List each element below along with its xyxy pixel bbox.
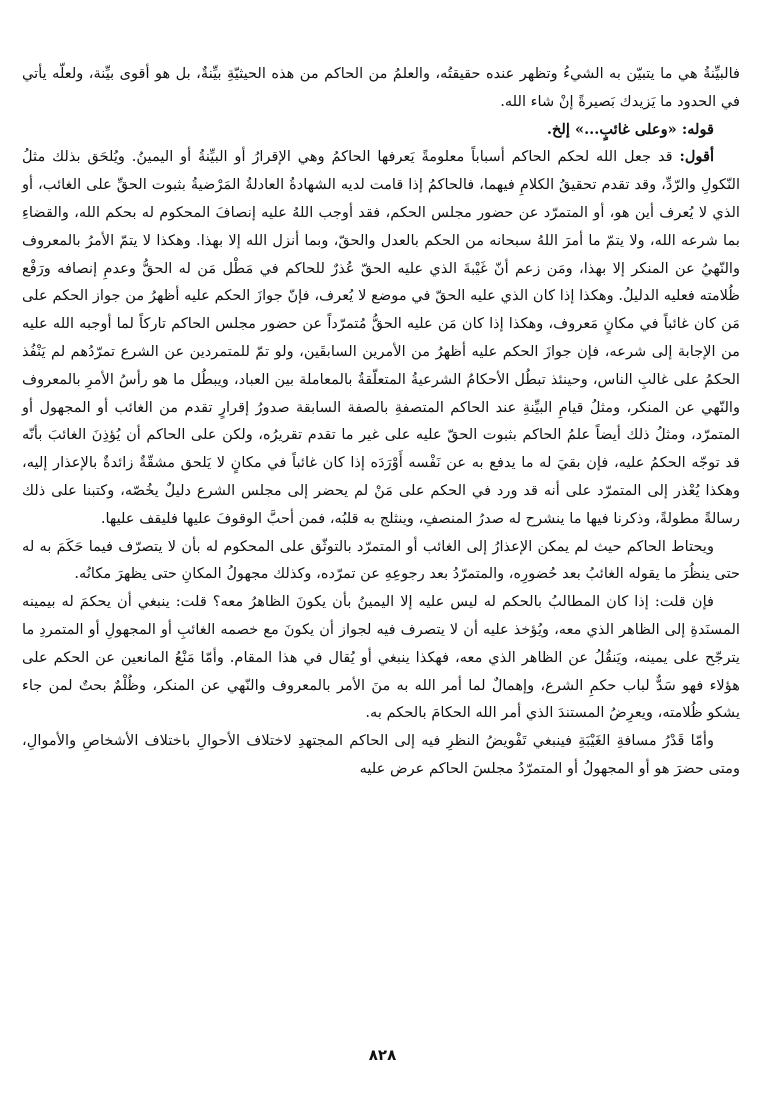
paragraph-4: [22, 588, 740, 727]
quote-heading: [22, 116, 740, 144]
paragraph-5: [22, 727, 740, 783]
paragraph-3: [22, 533, 740, 589]
paragraph-2: [22, 143, 740, 532]
page-number: ٨٢٨: [368, 1046, 397, 1064]
paragraph-4-text: فإن قلت: إذا كان المطالبُ بالحكم له ليس عليه إلا اليمينُ بأن يكونَ الظاهرُ معه؟ قلت: ينبغي أن يحكمَ له بيمينه المسنَدةِ إلى الظاهر الذي معه، ويُؤخذ عليه أن لا يتصرف فيه لجواز أن يكونَ مع خصمه الغائبِ أو المجهولِ أو المتمردِ ما يترجّح على يمينه، ويَنقُلُ عن الظاهر الذي معه، فهكذا ينبغي أو يُقال في هذا المقام. وأمّا مَنْعُ المانعين عن الحكم على هؤلاء فهو سَدٌّ لباب حكمِ الشرع، وإهمالٌ لما أمر الله به منَ الأمر بالمعروف والنّهي عن المنكر، وظُلْمٌ بحتٌ لمن جاء يشكو ظُلامته، ويعرِضُ المستندَ الذي أمر الله الحكامَ بالحكم به.: [22, 593, 740, 722]
paragraph-3-text: ويحتاط الحاكم حيث لم يمكن الإعذارُ إلى الغائب أو المتمرّد بالتوثّق على المحكوم له بأن لا يتصرّف فيما حَكَمَ به له حتى ينظُرَ ما يقوله الغائبُ بعد حُضورِه، والمتمرّدُ بعد رجوعِهِ عن تمرّده، وكذلك مجهولُ المكانِ حتى يظهرَ مكانُه.: [22, 537, 740, 583]
document-page: [22, 60, 740, 783]
quote-heading-text: قوله: «وعلى غائبٍ...» إلخ.: [546, 120, 714, 138]
paragraph-1: [22, 60, 740, 116]
paragraph-2-lead: أقول:: [679, 148, 714, 166]
paragraph-1-text: فالبيِّنةُ هي ما يتبيّن به الشيءُ وتظهر عنده حقيقتُه، والعلمُ من الحاكم من هذه الحيثيّةِ بيِّنةٌ، بل هو أقوى بيِّنة، ولعلّه يأتي في الحدود ما يَزيدك بَصيرةً إنْ شاء الله.: [22, 65, 740, 110]
paragraph-5-text: وأمّا قَدْرُ مسافةِ الغَيْبَةِ فينبغي تَفْويضُ النظرِ فيه إلى الحاكم المجتهدِ لاختلاف الأحوالِ باختلاف الأشخاصِ والأموالِ، ومتى حضرَ هو أو المجهولُ أو المتمرّدُ مجلسَ الحاكم عرض عليه: [22, 732, 740, 777]
paragraph-2-text: قد جعل الله لحكم الحاكم أسباباً معلومةً يَعرفها الحاكمُ وهي الإقرارُ أو البيِّنةُ أو اليمينُ. ويُلحَق بذلك مثلُ النّكولِ والرّدِّ، وقد تقدم تحقيقُ الكلامِ فيهما، فالحاكمُ إذا قامت لديه الشهادةُ العادلةُ المَرْضيةُ بثبوت الحقِّ على الغائب، أو الذي لا يُعرف أين هو، أو المتمرّد عن حضور مجلس الحكم، فقد أوجب اللهُ عليه إنصافَ المحكوم له بحكم الله، والقضاءِ بما شرعه الله، ولا يتمّ ما أمرَ اللهُ سبحانه من الحكم بالعدل والحقّ، وبما أنزل الله إلا بهذا. وهكذا لا يتمّ الأمرُ بالمعروف والنّهيُ عن المنكر إلا بهذا، ومَن زعم أنّ غَيْبةَ الذي عليه الحقّ عُذرٌ للحاكم في مَطْل مَن له الحقُّ وعدمِ إنصافه ورَفْع ظُلامته فعليه الدليلُ. وهكذا إذا كان الذي عليه الحقّ في موضع لا يُعرف، فإنّ جوازَ الحكم عليه أظهرُ من جواز الحكم على مَن كان غائباً في مكانٍ مَعروف، وهكذا إذا كان مَن عليه الحقُّ مُتمرّداً عن حضور مجلس الحاكم تاركاً لما أوجبه الله عليه من الإجابة إلى شرعه، فإن جوازَ الحكم عليه أظهرُ من الأمرين السابقَين، ولو تمّ للمتمردين عن الشرع تمرّدُهم لم يَنْفُذ الحكمُ على غالبِ الناس، وحينئذ تبطُل الأحكامُ الشرعيةُ المتعلّقةُ بالمعاملة بين العباد، ويبطُل ما هو رأسُ الأمرِ بالمعروف والنّهي عن المنكر، ومثلُ قيامِ البيِّنةِ عند الحاكم المتصفةِ بالصفة السابقة صدورُ إقرارٍ تقدم من الغائب أو المجهول أو المتمرّد، ومثلُ ذلك أيضاً علمُ الحاكم بثبوت الحقّ عليه على غير ما تقدم تقريرُه، ولكن على الحاكم أن يُؤذِنَ الغائبَ بأنّه قد توجّه الحكمُ عليه، فإن بقيَ له ما يدفع به عن نَفْسه أَوْرَدَه إذا كان غائباً في مكانٍ لا يَلحق مشقّةٌ زائدةٌ بالإعذار إليه، وهكذا يُعْذر إلى المتمرّد على أنه قد ورد في الحكم على مَنْ لم يحضر إلى مجلس الشرع دليلٌ يخُصّه، وكتبنا على ذلك رسالةً مطولةً، وذكرنا فيها ما ينشرح له صدرُ المنصفِ، وينثلج به قلبُه، فمن أحبَّ الوقوفَ عليها فليقف عليها.: [22, 148, 740, 527]
